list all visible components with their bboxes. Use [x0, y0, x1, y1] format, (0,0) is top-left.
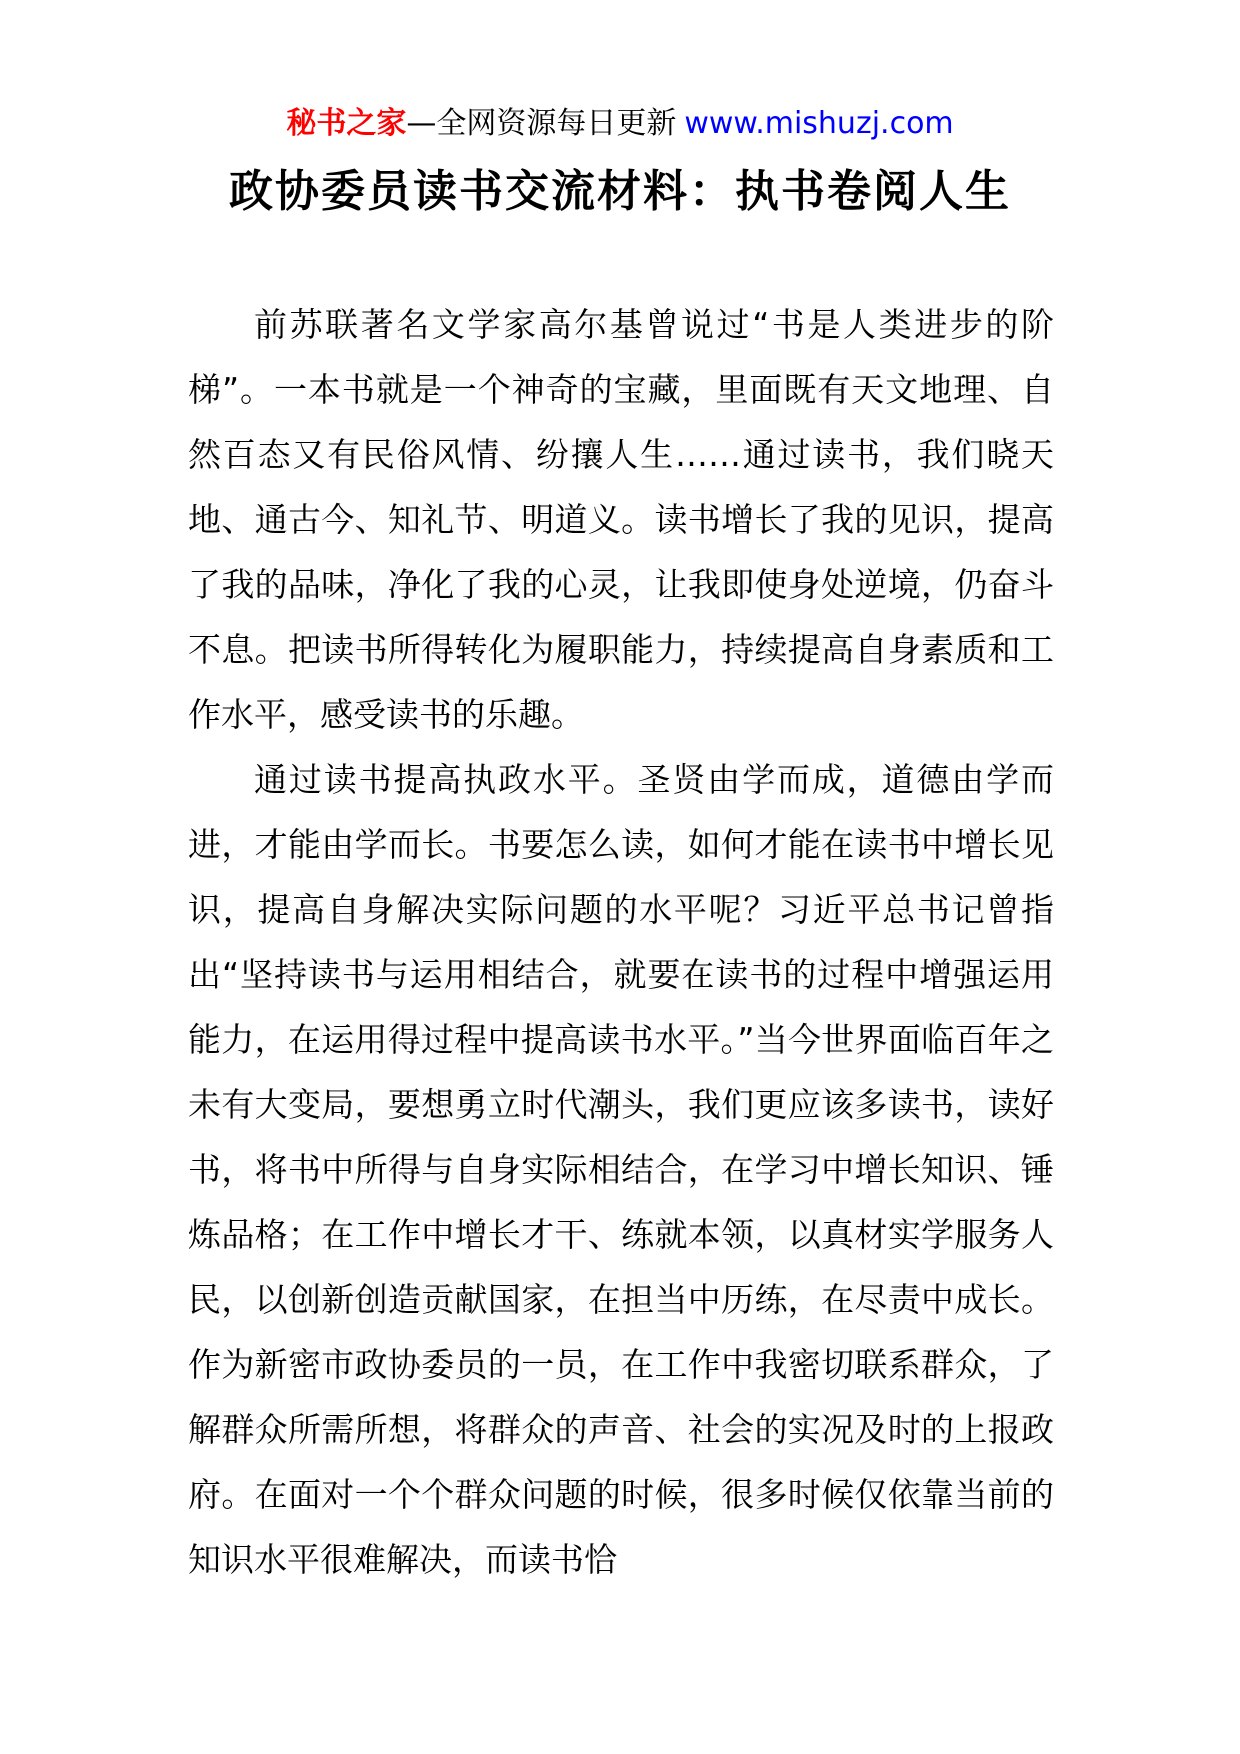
- site-tagline: —全网资源每日更新: [406, 106, 677, 141]
- body-paragraph-1: 前苏联著名文学家高尔基曾说过“书是人类进步的阶梯”。一本书就是一个神奇的宝藏，里面既有天文地理、自然百态又有民俗风情、纷攘人生……通过读书，我们晓天地、通古今、知礼节、明道义。读书增长了我的见识，提高了我的品味，净化了我的心灵，让我即使身处逆境，仍奋斗不息。把读书所得转化为履职能力，持续提高自身素质和工作水平，感受读书的乐趣。: [188, 305, 1054, 734]
- document-title: 政协委员读书交流材料：执书卷阅人生: [229, 166, 1011, 217]
- document-body: [188, 292, 1054, 1592]
- site-header: [0, 102, 1240, 146]
- site-brand: 秘书之家: [286, 106, 407, 141]
- site-url-link[interactable]: www.mishuzj.com: [684, 106, 954, 141]
- body-paragraph-2: 通过读书提高执政水平。圣贤由学而成，道德由学而进，才能由学而长。书要怎么读，如何才能在读书中增长见识，提高自身解决实际问题的水平呢？习近平总书记曾指出“坚持读书与运用相结合，就要在读书的过程中增强运用能力，在运用得过程中提高读书水平。”当今世界面临百年之未有大变局，要想勇立时代潮头，我们更应该多读书，读好书，将书中所得与自身实际相结合，在学习中增长知识、锤炼品格；在工作中增长才干、练就本领，以真材实学服务人民，以创新创造贡献国家，在担当中历练，在尽责中成长。作为新密市政协委员的一员，在工作中我密切联系群众，了解群众所需所想，将群众的声音、社会的实况及时的上报政府。在面对一个个群众问题的时候，很多时候仅依靠当前的知识水平很难解决，而读书恰: [188, 760, 1054, 1579]
